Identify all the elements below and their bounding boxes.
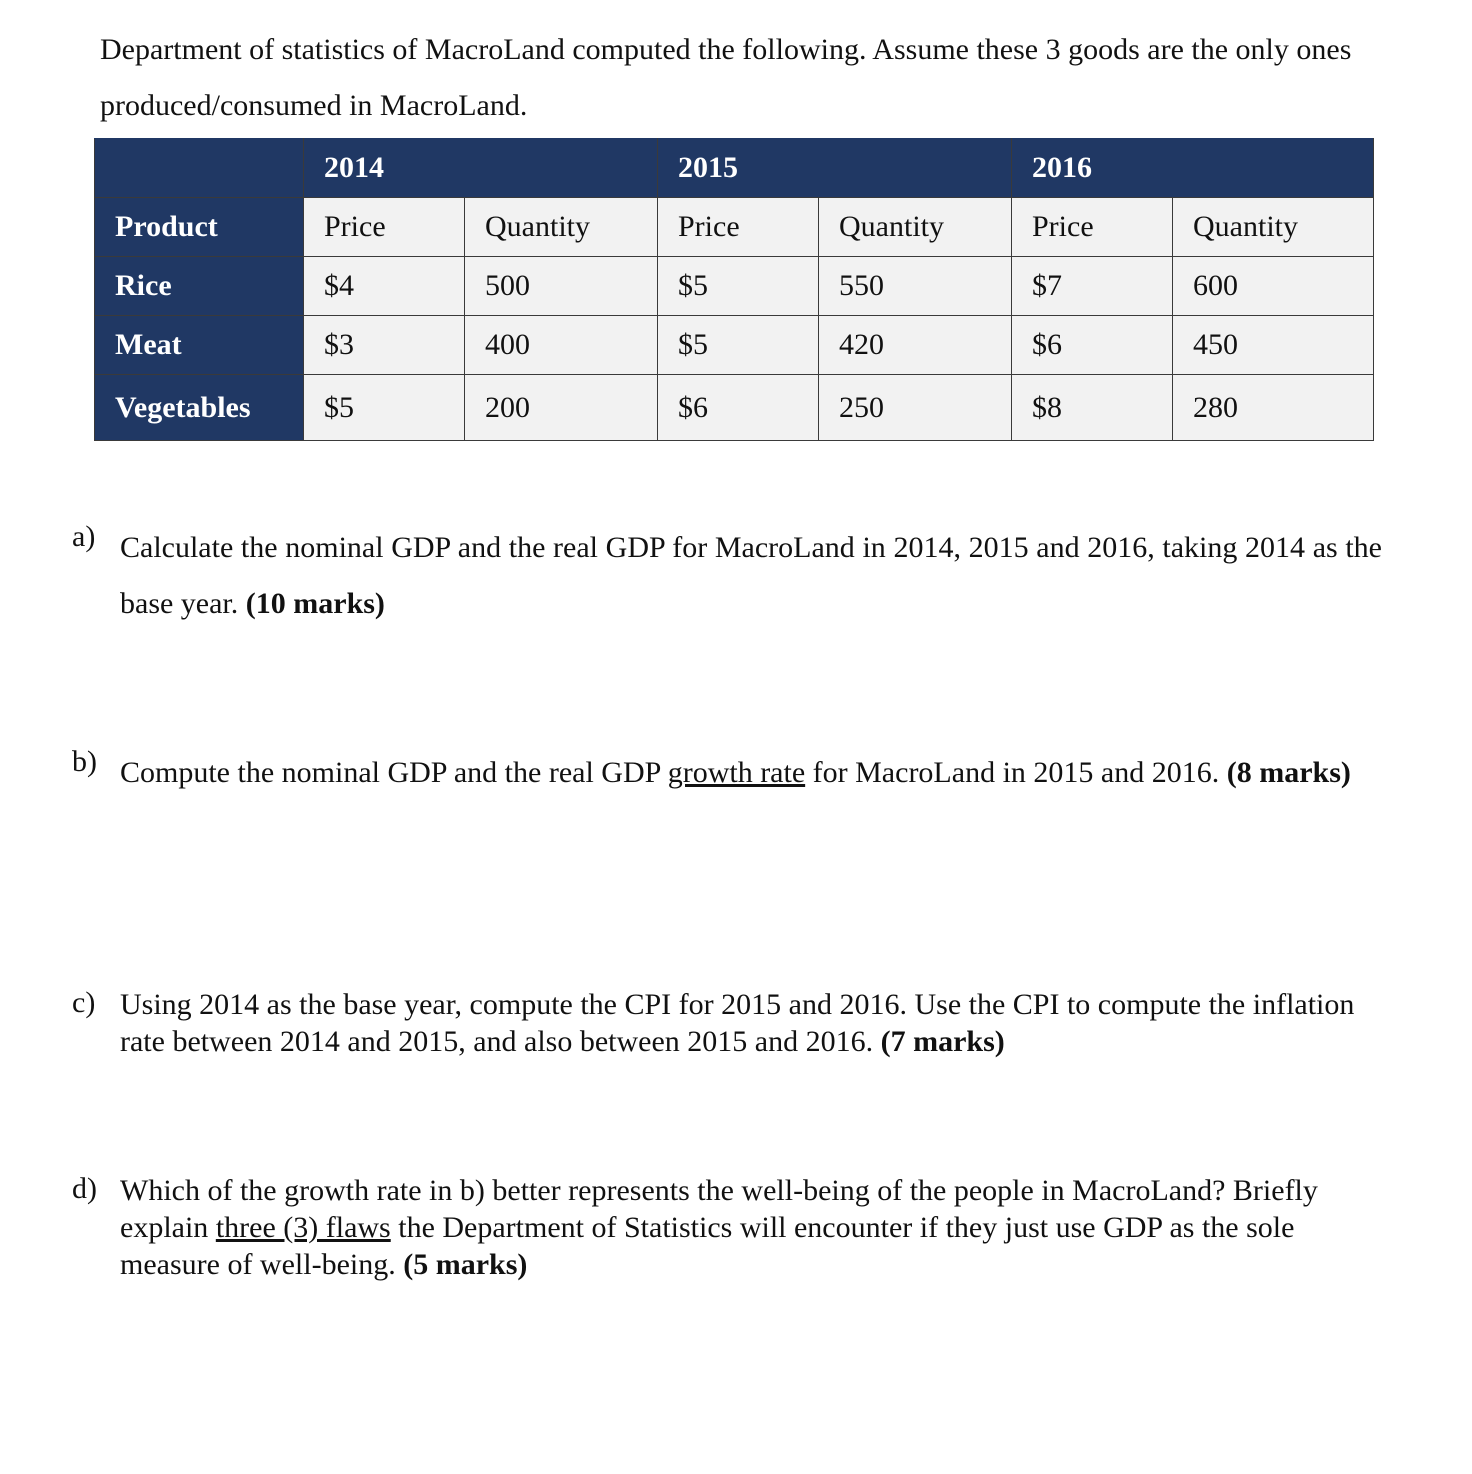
table-cell: 250 [819,375,1012,441]
subheader-row [95,198,1374,257]
year-header-2015: 2015 [658,139,1012,198]
question-text: the Department of Statistics will encounter if they just use GDP as the sole measure of well-being. [120,1211,1295,1281]
table-cell: $6 [658,375,819,441]
question-a [72,520,1382,632]
table-cell: $7 [1012,257,1173,316]
question-text: Compute the nominal GDP and the real GDP [120,756,661,789]
table-cell: 450 [1173,316,1374,375]
table-cell: 200 [465,375,658,441]
table-cell: $5 [304,375,465,441]
table-cell: 400 [465,316,658,375]
table-row [95,316,1374,375]
question-body [120,745,1382,801]
table-cell: $6 [1012,316,1173,375]
year-header-2016: 2016 [1012,139,1374,198]
table-cell: 500 [465,257,658,316]
table-row [95,375,1374,441]
product-name: Vegetables [95,375,304,441]
data-table [94,138,1374,441]
question-marks: (7 marks) [880,1025,1005,1058]
question-text: Calculate the nominal GDP and the real GDP for MacroLand in 2014, 2015 and 2016, taking 2014 as the base year. [120,531,1382,620]
product-name: Rice [95,257,304,316]
question-body [120,520,1382,632]
underlined-text: three (3) flaws [215,1211,391,1244]
underlined-text: growth rate [667,756,806,789]
question-label: b) [72,745,97,778]
year-header-2014: 2014 [304,139,658,198]
question-label: d) [72,1172,97,1205]
question-b [72,745,1382,801]
question-marks: (10 marks) [245,587,385,620]
intro-text: Department of statistics of MacroLand computed the following. Assume these 3 goods are the only ones produced/consumed in MacroLand. [100,33,1352,122]
table-cell: $8 [1012,375,1173,441]
question-label: a) [72,520,96,553]
question-body [120,1172,1382,1283]
question-text: for MacroLand in 2015 and 2016. [812,756,1220,789]
table-cell: $4 [304,257,465,316]
table-cell: 420 [819,316,1012,375]
question-label: c) [72,986,96,1019]
question-text: Which of the growth rate in b) better represents the well-being of the people in MacroLand? Briefly explain [120,1174,1318,1244]
product-name: Meat [95,316,304,375]
quantity-header: Quantity [1173,198,1374,257]
table-cell: 280 [1173,375,1374,441]
price-header: Price [1012,198,1173,257]
table-cell: 600 [1173,257,1374,316]
product-header: Product [95,198,304,257]
question-body [120,986,1382,1060]
question-text: Using 2014 as the base year, compute the CPI for 2015 and 2016. Use the CPI to compute the inflation rate between 2014 and 2015, and also between 2015 and 2016. [120,988,1355,1058]
question-marks: (8 marks) [1226,756,1351,789]
quantity-header: Quantity [465,198,658,257]
year-header-row [95,139,1374,198]
table-cell: $5 [658,257,819,316]
price-header: Price [658,198,819,257]
table-cell: $3 [304,316,465,375]
question-marks: (5 marks) [403,1248,528,1281]
question-c [72,986,1382,1060]
table-cell: $5 [658,316,819,375]
price-header: Price [304,198,465,257]
question-d [72,1172,1382,1283]
header-blank-cell [95,139,304,198]
table-row [95,257,1374,316]
table-cell: 550 [819,257,1012,316]
quantity-header: Quantity [819,198,1012,257]
